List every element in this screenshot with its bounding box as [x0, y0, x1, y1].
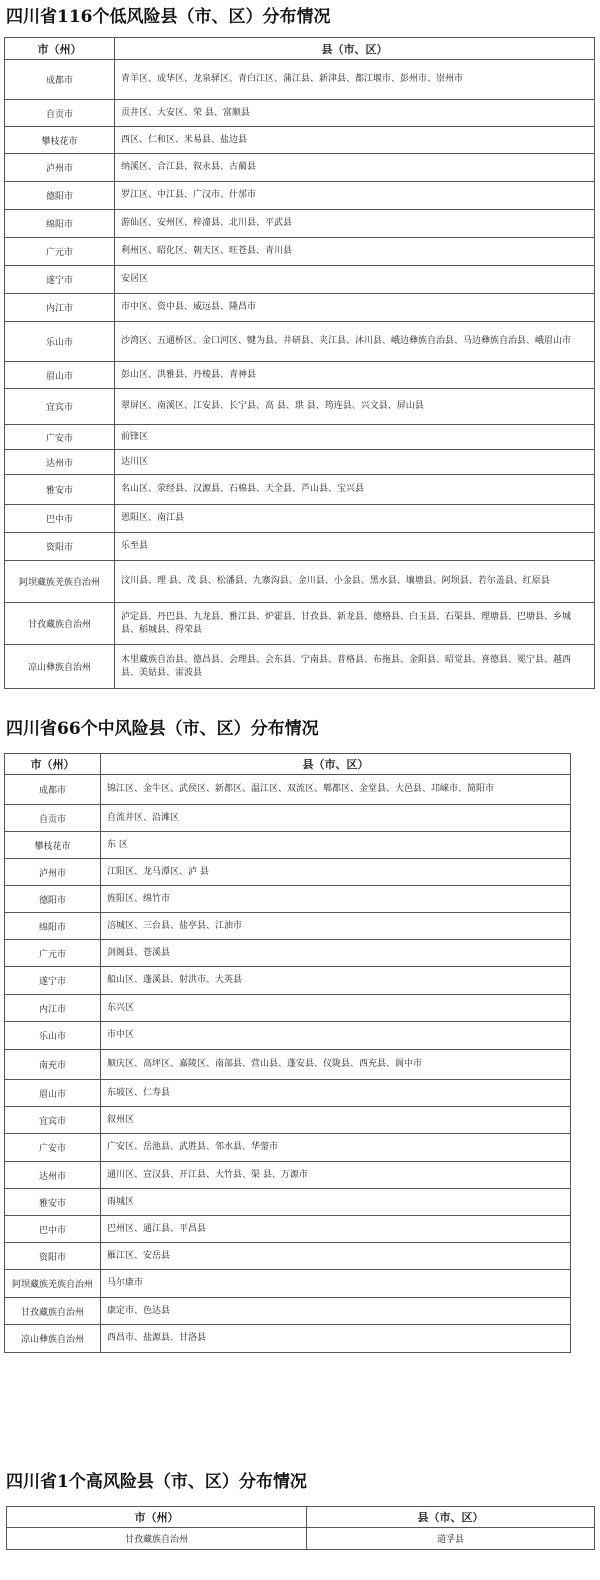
counties-cell: 顺庆区、高坪区、嘉陵区、南部县、营山县、蓬安县、仪陇县、西充县、阆中市	[101, 1050, 571, 1080]
high-risk-table	[6, 1506, 595, 1550]
city-cell: 甘孜藏族自治州	[5, 1298, 101, 1325]
city-cell: 凉山彝族自治州	[5, 645, 115, 689]
counties-cell: 江阳区、龙马潭区、泸 县	[101, 859, 571, 886]
table-row	[5, 182, 595, 210]
counties-cell: 旌阳区、绵竹市	[101, 886, 571, 913]
city-cell: 凉山彝族自治州	[5, 1325, 101, 1353]
city-cell: 甘孜藏族自治州	[7, 1528, 307, 1550]
counties-cell: 马尔康市	[101, 1270, 571, 1298]
table-row	[7, 1528, 595, 1550]
table-row	[5, 210, 595, 238]
table-header-row	[7, 1507, 595, 1528]
table-row	[5, 1107, 571, 1134]
table-row	[5, 645, 595, 689]
counties-cell: 贡井区、大安区、荣 县、富顺县	[115, 100, 595, 127]
counties-cell: 西昌市、盐源县、甘洛县	[101, 1325, 571, 1353]
counties-cell: 雁江区、安岳县	[101, 1243, 571, 1270]
counties-cell: 船山区、蓬溪县、射洪市、大英县	[101, 967, 571, 995]
table-row	[5, 294, 595, 322]
counties-cell: 市中区、资中县、威远县、隆昌市	[115, 294, 595, 322]
city-cell: 眉山市	[5, 1080, 101, 1107]
city-cell: 雅安市	[5, 475, 115, 505]
section-title: 四川省116个低风险县（市、区）分布情况	[6, 7, 331, 27]
city-cell: 阿坝藏族羌族自治州	[5, 1270, 101, 1298]
city-cell: 达州市	[5, 1162, 101, 1189]
city-cell: 甘孜藏族自治州	[5, 603, 115, 645]
city-cell: 攀枝花市	[5, 832, 101, 859]
header-city: 市（州）	[5, 38, 115, 60]
table-row	[5, 389, 595, 425]
counties-cell: 名山区、荥经县、汉源县、石棉县、天全县、芦山县、宝兴县	[115, 475, 595, 505]
table-row	[5, 1189, 571, 1216]
counties-cell: 利州区、昭化区、朝天区、旺苍县、青川县	[115, 238, 595, 266]
table-row	[5, 1022, 571, 1050]
table-row	[5, 425, 595, 450]
city-cell: 成都市	[5, 775, 101, 805]
city-cell: 巴中市	[5, 1216, 101, 1243]
table-row	[5, 1243, 571, 1270]
header-counties: 县（市、区）	[101, 754, 571, 775]
city-cell: 乐山市	[5, 322, 115, 362]
counties-cell: 通川区、宣汉县、开江县、大竹县、渠 县、万源市	[101, 1162, 571, 1189]
counties-cell: 泸定县、丹巴县、九龙县、雅江县、炉霍县、甘孜县、新龙县、德格县、白玉县、石渠县、理塘县、巴塘县、乡城县、稻城县、得荣县	[115, 603, 595, 645]
counties-cell: 沙湾区、五通桥区、金口河区、犍为县、井研县、夹江县、沐川县、峨边彝族自治县、马边彝族自治县、峨眉山市	[115, 322, 595, 362]
medium-risk-table	[4, 753, 571, 1353]
counties-cell: 木里藏族自治县、德昌县、会理县、会东县、宁南县、普格县、布拖县、金阳县、昭觉县、喜德县、冕宁县、越西县、美姑县、雷波县	[115, 645, 595, 689]
section-high-risk	[0, 1468, 600, 1550]
city-cell: 内江市	[5, 995, 101, 1022]
city-cell: 宜宾市	[5, 1107, 101, 1134]
city-cell: 广安市	[5, 425, 115, 450]
city-cell: 内江市	[5, 294, 115, 322]
city-cell: 乐山市	[5, 1022, 101, 1050]
city-cell: 自贡市	[5, 805, 101, 832]
table-row	[5, 238, 595, 266]
table-row	[5, 832, 571, 859]
city-cell: 南充市	[5, 1050, 101, 1080]
counties-cell: 东坡区、仁寿县	[101, 1080, 571, 1107]
table-row	[5, 1298, 571, 1325]
low-risk-table	[4, 37, 595, 689]
section-low-risk	[0, 0, 600, 689]
counties-cell: 乐至县	[115, 533, 595, 561]
counties-cell: 安居区	[115, 266, 595, 294]
table-row	[5, 603, 595, 645]
city-cell: 遂宁市	[5, 967, 101, 995]
table-row	[5, 266, 595, 294]
counties-cell: 汶川县、理 县、茂 县、松潘县、九寨沟县、金川县、小金县、黑水县、壤塘县、阿坝县、若尔盖县、红原县	[115, 561, 595, 603]
counties-cell: 游仙区、安州区、梓潼县、北川县、平武县	[115, 210, 595, 238]
city-cell: 巴中市	[5, 505, 115, 533]
city-cell: 绵阳市	[5, 913, 101, 940]
table-row	[5, 995, 571, 1022]
counties-cell: 东兴区	[101, 995, 571, 1022]
city-cell: 绵阳市	[5, 210, 115, 238]
city-cell: 成都市	[5, 60, 115, 100]
section-title: 四川省66个中风险县（市、区）分布情况	[6, 719, 319, 739]
table-row	[5, 60, 595, 100]
counties-cell: 彭山区、洪雅县、丹棱县、青神县	[115, 362, 595, 389]
city-cell: 广安市	[5, 1134, 101, 1162]
table-row	[5, 100, 595, 127]
city-cell: 雅安市	[5, 1189, 101, 1216]
counties-cell: 广安区、岳池县、武胜县、邻水县、华蓥市	[101, 1134, 571, 1162]
city-cell: 资阳市	[5, 533, 115, 561]
table-row	[5, 1162, 571, 1189]
counties-cell: 康定市、色达县	[101, 1298, 571, 1325]
city-cell: 泸州市	[5, 154, 115, 182]
header-counties: 县（市、区）	[307, 1507, 595, 1528]
counties-cell: 市中区	[101, 1022, 571, 1050]
table-row	[5, 450, 595, 475]
table-row	[5, 859, 571, 886]
counties-cell: 纳溪区、合江县、叙永县、古蔺县	[115, 154, 595, 182]
table-row	[5, 1270, 571, 1298]
city-cell: 自贡市	[5, 100, 115, 127]
header-city: 市（州）	[5, 754, 101, 775]
counties-cell: 青羊区、成华区、龙泉驿区、青白江区、蒲江县、新津县、都江堰市、彭州市、崇州市	[115, 60, 595, 100]
table-row	[5, 805, 571, 832]
table-row	[5, 775, 571, 805]
counties-cell: 自流井区、沿滩区	[101, 805, 571, 832]
table-row	[5, 1080, 571, 1107]
table-row	[5, 127, 595, 154]
city-cell: 资阳市	[5, 1243, 101, 1270]
city-cell: 攀枝花市	[5, 127, 115, 154]
counties-cell: 剑阁县、苍溪县	[101, 940, 571, 967]
counties-cell: 翠屏区、南溪区、江安县、长宁县、高 县、珙 县、筠连县、兴文县、屏山县	[115, 389, 595, 425]
city-cell: 眉山市	[5, 362, 115, 389]
city-cell: 遂宁市	[5, 266, 115, 294]
city-cell: 达州市	[5, 450, 115, 475]
counties-cell: 雨城区	[101, 1189, 571, 1216]
section-title: 四川省1个高风险县（市、区）分布情况	[6, 1472, 307, 1492]
counties-cell: 达川区	[115, 450, 595, 475]
counties-cell: 涪城区、三台县、盐亭县、江油市	[101, 913, 571, 940]
counties-cell: 道孚县	[307, 1528, 595, 1550]
section-medium-risk	[0, 715, 600, 1353]
counties-cell: 恩阳区、南江县	[115, 505, 595, 533]
city-cell: 阿坝藏族羌族自治州	[5, 561, 115, 603]
city-cell: 泸州市	[5, 859, 101, 886]
table-row	[5, 1325, 571, 1353]
table-row	[5, 475, 595, 505]
city-cell: 德阳市	[5, 182, 115, 210]
table-row	[5, 322, 595, 362]
counties-cell: 巴州区、通江县、平昌县	[101, 1216, 571, 1243]
table-header-row	[5, 754, 571, 775]
counties-cell: 叙州区	[101, 1107, 571, 1134]
table-row	[5, 913, 571, 940]
table-row	[5, 1050, 571, 1080]
counties-cell: 锦江区、金牛区、武侯区、新都区、温江区、双流区、郫都区、金堂县、大邑县、邛崃市、简阳市	[101, 775, 571, 805]
table-row	[5, 940, 571, 967]
table-row	[5, 154, 595, 182]
header-city: 市（州）	[7, 1507, 307, 1528]
table-row	[5, 533, 595, 561]
city-cell: 广元市	[5, 940, 101, 967]
table-row	[5, 505, 595, 533]
city-cell: 德阳市	[5, 886, 101, 913]
counties-cell: 前锋区	[115, 425, 595, 450]
table-row	[5, 362, 595, 389]
header-counties: 县（市、区）	[115, 38, 595, 60]
counties-cell: 罗江区、中江县、广汉市、什邡市	[115, 182, 595, 210]
city-cell: 广元市	[5, 238, 115, 266]
table-row	[5, 561, 595, 603]
counties-cell: 东 区	[101, 832, 571, 859]
counties-cell: 西区、仁和区、米易县、盐边县	[115, 127, 595, 154]
table-row	[5, 886, 571, 913]
table-row	[5, 1216, 571, 1243]
table-row	[5, 1134, 571, 1162]
table-row	[5, 967, 571, 995]
city-cell: 宜宾市	[5, 389, 115, 425]
table-header-row	[5, 38, 595, 60]
